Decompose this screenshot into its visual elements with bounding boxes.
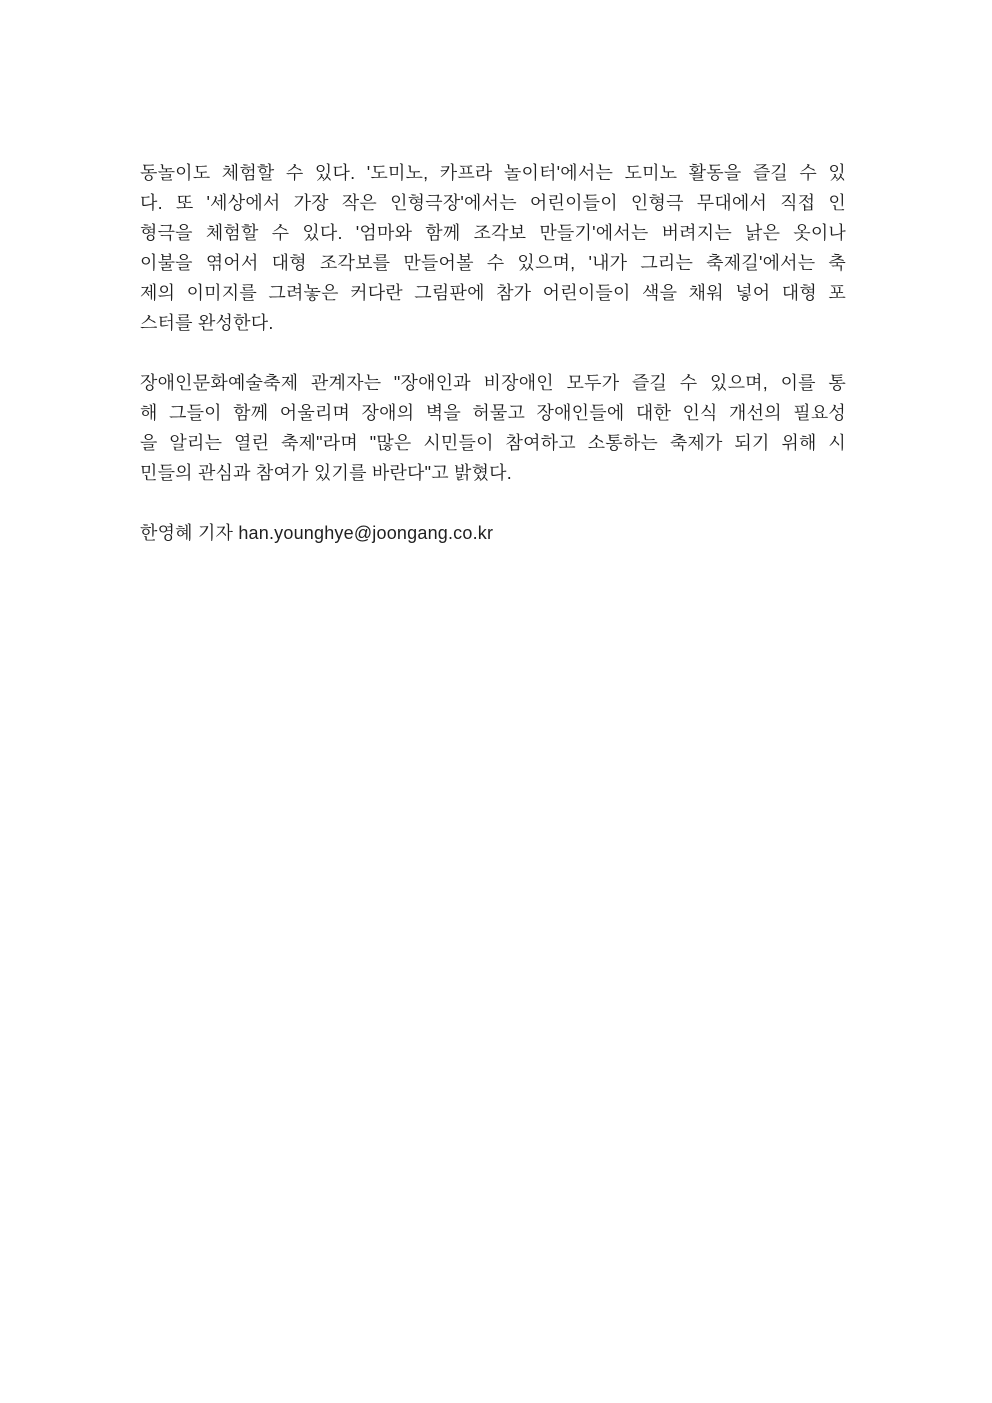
text-line: 스터를 완성한다. [140,313,274,333]
text-line: 동놀이도 체험할 수 있다. '도미노, 카프라 놀이터'에서는 도미노 활동을 즐길 수 있 [140,163,846,183]
text-line: 민들의 관심과 참여가 있기를 바란다"고 밝혔다. [140,463,512,483]
body-paragraph-1 [140,158,846,338]
text-line: 을 알리는 열린 축제"라며 "많은 시민들이 참여하고 소통하는 축제가 되기 위해 시 [140,433,846,453]
text-line: 다. 또 '세상에서 가장 작은 인형극장'에서는 어린이들이 인형극 무대에서 직접 인 [140,193,846,213]
text-line: 제의 이미지를 그려놓은 커다란 그림판에 참가 어린이들이 색을 채워 넣어 대형 포 [140,283,846,303]
text-line: 해 그들이 함께 어울리며 장애의 벽을 허물고 장애인들에 대한 인식 개선의 필요성 [140,403,846,423]
text-line: 한영혜 기자 han.younghye@joongang.co.kr [140,523,494,543]
text-line: 형극을 체험할 수 있다. '엄마와 함께 조각보 만들기'에서는 버려지는 낡은 옷이나 [140,223,846,243]
body-paragraph-2 [140,368,846,488]
text-line: 이불을 엮어서 대형 조각보를 만들어볼 수 있으며, '내가 그리는 축제길'에서는 축 [140,253,846,273]
byline [140,518,846,548]
text-line: 장애인문화예술축제 관계자는 "장애인과 비장애인 모두가 즐길 수 있으며, 이를 통 [140,373,846,393]
article-text-block [140,158,846,578]
